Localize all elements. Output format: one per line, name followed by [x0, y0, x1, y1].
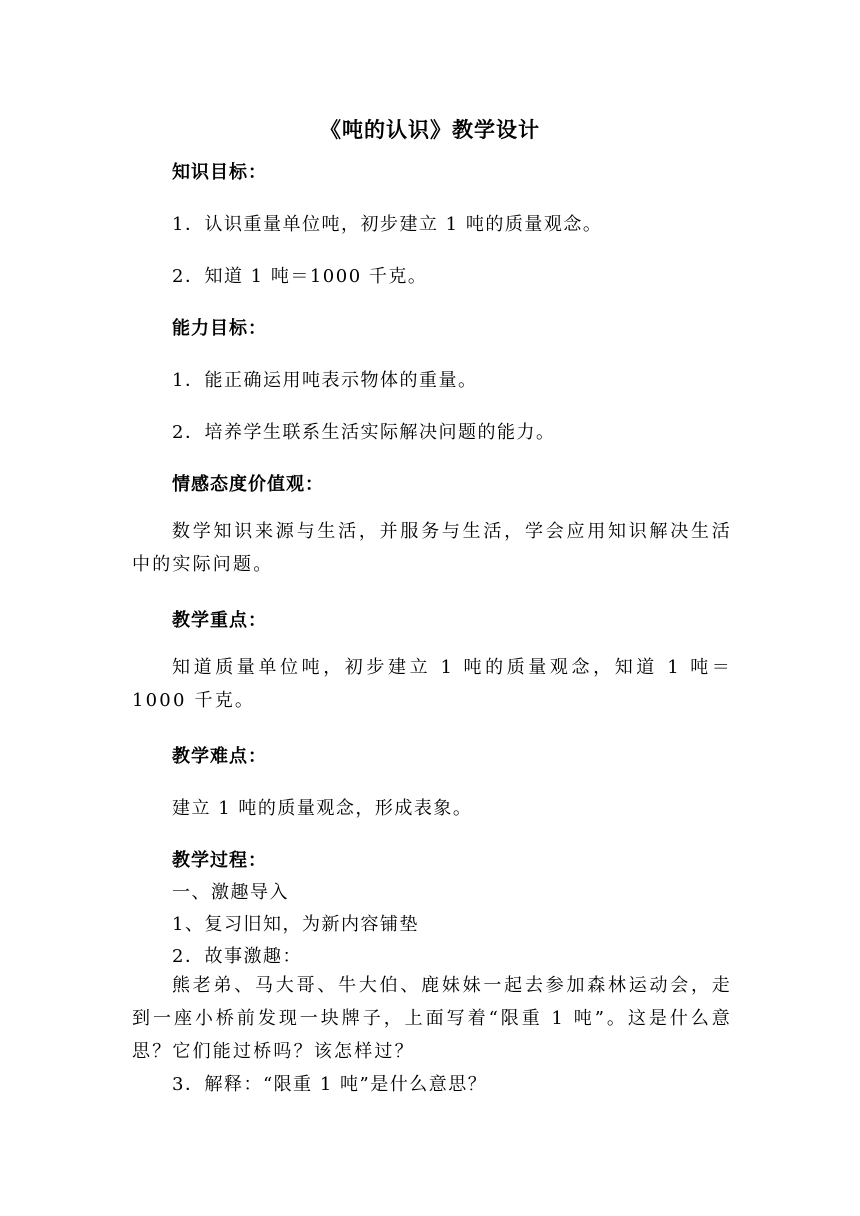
story-text: 熊老弟、马大哥、牛大伯、鹿妹妹一起去参加森林运动会，走到一座小桥前发现一块牌子，上面写着“限重 1 吨”。这是什么意思？它们能过桥吗？该怎样过？ — [132, 975, 732, 1062]
process-line-1: 一、激趣导入 — [172, 882, 289, 903]
difficulty-text: 建立 1 吨的质量观念，形成表象。 — [172, 798, 473, 819]
difficulty-heading: 教学难点： — [172, 746, 267, 767]
knowledge-heading: 知识目标： — [172, 162, 267, 183]
process-line-2: 1、复习旧知，为新内容铺垫 — [172, 914, 419, 935]
process-last-line: 3．解释：“限重 1 吨”是什么意思？ — [172, 1074, 488, 1095]
process-line-3: 2．故事激趣： — [172, 946, 302, 967]
document-title: 《吨的认识》教学设计 — [320, 118, 540, 142]
ability-heading: 能力目标： — [172, 318, 267, 339]
knowledge-item-2: 2．知道 1 吨＝1000 千克。 — [172, 266, 428, 287]
emotion-heading: 情感态度价值观： — [172, 474, 324, 495]
key-point-heading: 教学重点： — [172, 610, 267, 631]
ability-item-1: 1．能正确运用吨表示物体的重量。 — [172, 370, 478, 391]
process-heading: 教学过程： — [172, 850, 267, 871]
emotion-text: 数学知识来源与生活，并服务与生活，学会应用知识解决生活中的实际问题。 — [132, 521, 732, 575]
ability-item-2: 2．培养学生联系生活实际解决问题的能力。 — [172, 422, 556, 443]
knowledge-item-1: 1．认识重量单位吨，初步建立 1 吨的质量观念。 — [172, 214, 603, 235]
key-point-text: 知道质量单位吨，初步建立 1 吨的质量观念，知道 1 吨＝1000 千克。 — [132, 657, 732, 711]
